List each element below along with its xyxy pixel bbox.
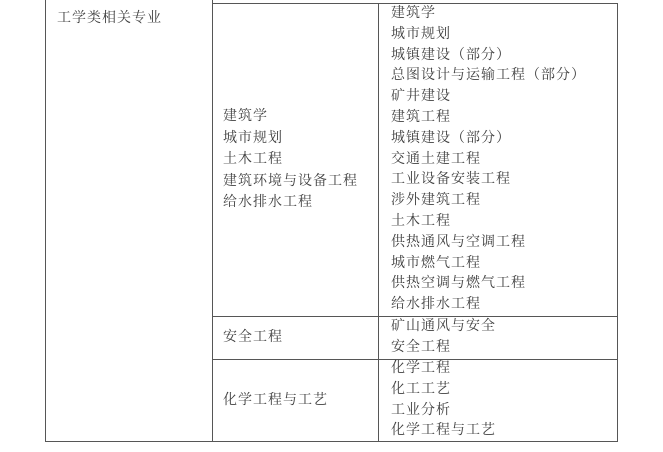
major-item: 化学工程与工艺 [223, 392, 328, 408]
old-major-item: 土木工程 [391, 213, 451, 229]
old-major-item: 城市燃气工程 [391, 255, 481, 271]
old-major-item: 交通土建工程 [391, 151, 481, 167]
category-cell [45, 0, 213, 442]
old-major-item: 给水排水工程 [391, 297, 481, 313]
major-item: 建筑环境与设备工程 [223, 173, 358, 189]
major-item: 城市规划 [223, 130, 283, 146]
old-major-item: 化学工程与工艺 [391, 423, 496, 439]
old-major-item: 涉外建筑工程 [391, 193, 481, 209]
category-label: 工学类相关专业 [57, 11, 162, 26]
major-item: 土木工程 [223, 152, 283, 168]
old-majors-cell-group-1 [378, 3, 618, 316]
old-major-item: 城市规划 [391, 26, 451, 42]
major-item: 安全工程 [223, 330, 283, 346]
old-major-item: 矿井建设 [391, 89, 451, 105]
old-major-item: 安全工程 [391, 340, 451, 355]
major-item: 建筑学 [223, 109, 268, 125]
old-major-item: 化工工艺 [391, 381, 451, 397]
majors-cell-group-1 [213, 3, 378, 316]
old-major-item: 化学工程 [391, 360, 451, 376]
old-major-item: 供热通风与空调工程 [391, 234, 526, 250]
old-major-item: 矿山通风与安全 [391, 319, 496, 335]
majors-cell-group-3 [213, 359, 378, 442]
major-item: 给水排水工程 [223, 195, 313, 211]
old-major-item: 供热空调与燃气工程 [391, 276, 526, 292]
old-major-item: 工业设备安装工程 [391, 172, 511, 188]
old-major-item: 总图设计与运输工程（部分） [391, 68, 586, 84]
old-majors-cell-group-2 [378, 316, 618, 359]
old-major-item: 建筑学 [391, 6, 436, 22]
old-major-item: 建筑工程 [391, 110, 451, 125]
old-major-item: 工业分析 [391, 402, 451, 418]
majors-cell-group-2 [213, 316, 378, 359]
old-major-item: 城镇建设（部分） [391, 130, 511, 146]
old-majors-cell-group-3 [378, 359, 618, 442]
old-major-item: 城镇建设（部分） [391, 47, 511, 63]
